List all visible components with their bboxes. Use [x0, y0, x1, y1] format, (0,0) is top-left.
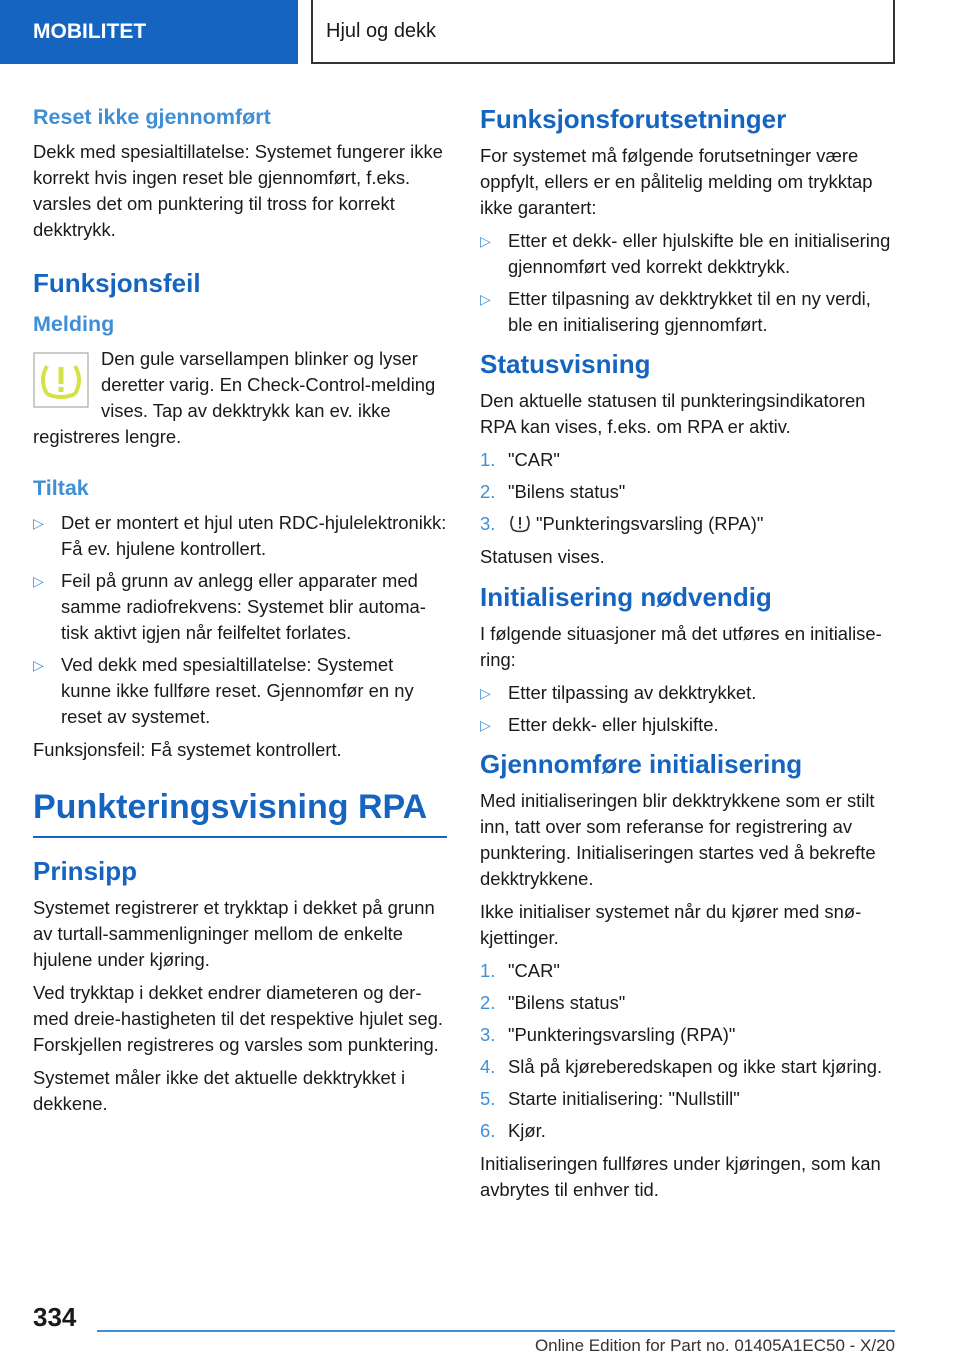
- prinsipp-heading: Prinsipp: [33, 856, 138, 886]
- page-number: 334: [33, 1302, 77, 1332]
- init-list: [480, 680, 894, 738]
- bullet-icon: ▷: [480, 291, 491, 307]
- gjennomfore-p1: Med initialiseringen blir dekktrykkene som er stilt inn, tatt over som referanse for registrering av punktering. Initialiseringen startes ved å bekrefte dekktrykkene.: [480, 790, 876, 889]
- statusvisning-heading: Statusvisning: [480, 349, 651, 379]
- forutsetninger-list: [480, 228, 894, 338]
- reset-text: Dekk med spesialtillatelse: Systemet fungerer ikke korrekt hvis ingen reset ble gjennomført, f.eks. varsles det om punktering til tross for korrekt dekktrykk.: [33, 141, 443, 240]
- tyre-pressure-icon: [508, 513, 532, 533]
- list-item: 2. "Bilens status": [480, 992, 626, 1013]
- tiltak-heading: Tiltak: [33, 476, 89, 500]
- funksjonsfeil-text: Funksjonsfeil: Få systemet kontrollert.: [33, 739, 342, 760]
- list-item: ▷ Det er montert et hjul uten RDC-hjulelektronikk: Få ev. hjulene kontrollert.: [33, 512, 447, 559]
- prinsipp-p3: Systemet måler ikke det aktuelle dekktrykket i dekkene.: [33, 1067, 406, 1114]
- list-item: ▷ Etter tilpasning av dekktrykket til en ny verdi, ble en initialisering gjennomført.: [480, 288, 871, 335]
- list-item: 3. "Punkteringsvarsling (RPA)": [480, 513, 764, 534]
- prinsipp-p2: Ved trykktap i dekket endrer diameteren og dermed dreie-hastigheten til det respektive hjulet seg. Forskjellen registreres og varsles som punktering.: [33, 982, 443, 1055]
- reset-heading: Reset ikke gjennomført: [33, 105, 271, 129]
- init-text: I følgende situasjoner må det utføres en initialisering:: [480, 623, 882, 670]
- list-item: 5. Starte initialisering: "Nullstill": [480, 1088, 740, 1109]
- bullet-icon: ▷: [33, 573, 44, 589]
- melding-text: Den gule varsellampen blinker og lyser deretter varig. En Check-Control-melding vises. Tap av dekktrykk kan ev. ikke registreres lengre.: [33, 348, 436, 447]
- bullet-icon: ▷: [480, 233, 491, 249]
- forutsetninger-heading: Funksjonsforutsetninger: [480, 104, 787, 134]
- rpa-heading: Punkteringsvisning RPA: [33, 788, 428, 826]
- list-item: 3. "Punkteringsvarsling (RPA)": [480, 1024, 736, 1045]
- header-chapter: [311, 0, 895, 64]
- status-after: Statusen vises.: [480, 546, 605, 567]
- left-column: [33, 100, 447, 1124]
- list-item: ▷ Etter et dekk- eller hjulskifte ble en initialisering gjennomført ved korrekt dekktrykk.: [480, 230, 891, 277]
- melding-heading: Melding: [33, 312, 115, 336]
- gjennomfore-heading: Gjennomføre initialisering: [480, 749, 803, 779]
- init-heading: Initialisering nødvendig: [480, 582, 772, 612]
- section-title: MOBILITET: [33, 20, 147, 43]
- list-item: 2. "Bilens status": [480, 481, 626, 502]
- tiltak-list: [33, 510, 447, 730]
- forutsetninger-text: For systemet må følgende forutsetninger være oppfylt, ellers er en pålitelig melding om trykktap ikke garantert:: [480, 145, 873, 218]
- list-item: 1. "CAR": [480, 960, 560, 981]
- melding-block: [33, 346, 447, 457]
- list-item: 1. "CAR": [480, 449, 560, 470]
- right-column: [480, 100, 894, 1210]
- bullet-icon: ▷: [33, 657, 44, 673]
- bullet-icon: ▷: [480, 685, 491, 701]
- gjennomfore-p2: Ikke initialiser systemet når du kjører med snøkjettinger.: [480, 901, 862, 948]
- list-item: ▷ Ved dekk med spesialtillatelse: Systemet kunne ikke fullføre reset. Gjennomfør en ny reset av systemet.: [33, 654, 414, 727]
- chapter-title: Hjul og dekk: [326, 19, 437, 42]
- funksjonsfeil-heading: Funksjonsfeil: [33, 268, 201, 298]
- footer-rule: [97, 1330, 895, 1332]
- heading-rule: [33, 836, 447, 838]
- tyre-pressure-warning-icon: [33, 352, 89, 408]
- bullet-icon: ▷: [480, 717, 491, 733]
- header-section: [0, 0, 298, 64]
- list-item: 4. Slå på kjøreberedskapen og ikke start kjøring.: [480, 1056, 883, 1077]
- gjennomfore-steps: [480, 958, 894, 1144]
- edition-text: Online Edition for Part no. 01405A1EC50 - X/20: [534, 1336, 895, 1355]
- statusvisning-text: Den aktuelle statusen til punkteringsindikatoren RPA kan vises, f.eks. om RPA er aktiv.: [480, 390, 866, 437]
- list-item: 6. Kjør.: [480, 1120, 546, 1141]
- prinsipp-p1: Systemet registrerer et trykktap i dekket på grunn av turtall-sammenligninger mellom de enkelte hjulene under kjøring.: [33, 897, 435, 970]
- status-steps: [480, 447, 894, 537]
- bullet-icon: ▷: [33, 515, 44, 531]
- list-item: ▷ Etter dekk- eller hjulskifte.: [480, 712, 894, 738]
- list-item: ▷ Etter tilpassing av dekktrykket.: [480, 680, 894, 706]
- gjennomfore-after: Initialiseringen fullføres under kjøringen, som kan avbrytes til enhver tid.: [480, 1153, 881, 1200]
- list-item: ▷ Feil på grunn av anlegg eller apparater med samme radiofrekvens: Systemet blir automatisk aktivt igjen når feilfeltet forlates.: [33, 570, 426, 643]
